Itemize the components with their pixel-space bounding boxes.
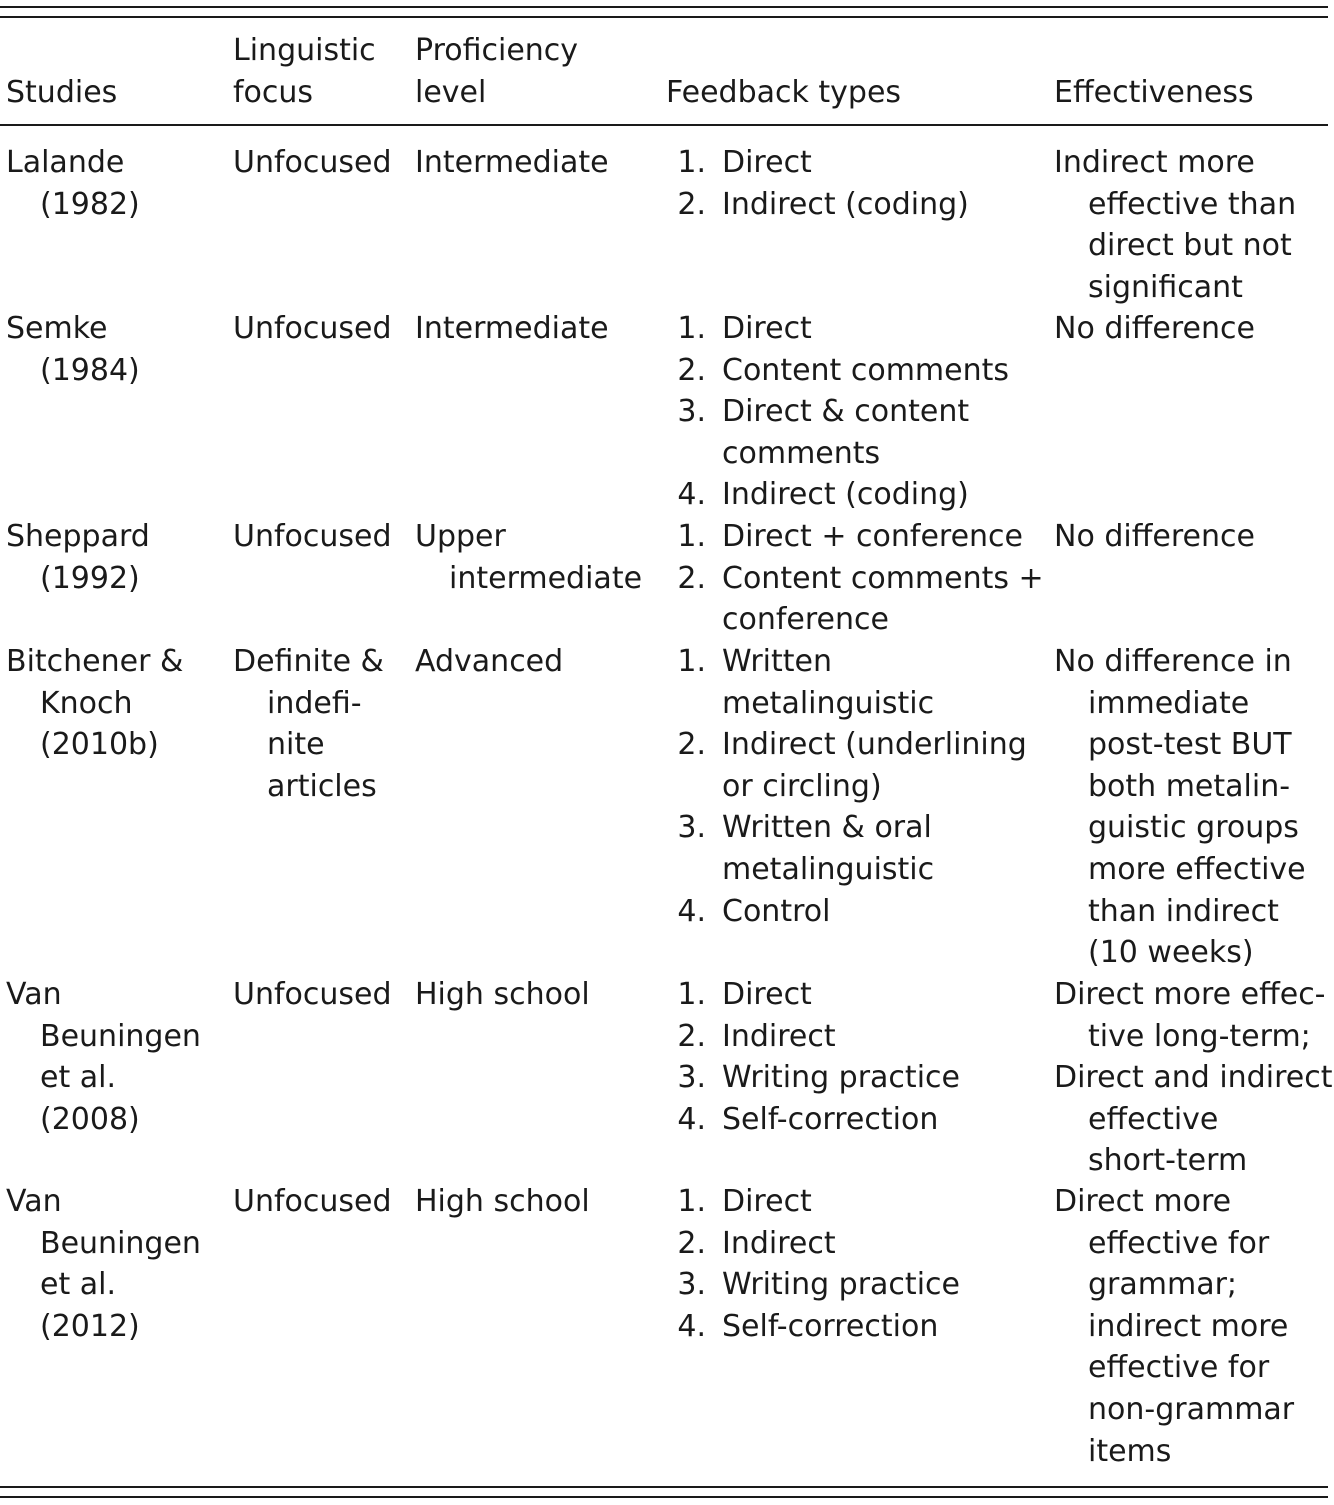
cell-study: (1984) <box>40 352 140 388</box>
cell-effectiveness: direct but not <box>1088 228 1292 264</box>
cell-effectiveness: (10 weeks) <box>1088 935 1254 971</box>
feedback-item-number: 3. <box>677 394 706 430</box>
cell-linguistic-focus: Definite & <box>233 644 384 679</box>
cell-proficiency-level: High school <box>415 1184 590 1219</box>
feedback-item-number: 1. <box>677 1184 706 1219</box>
cell-linguistic-focus: Unfocused <box>233 311 392 346</box>
cell-effectiveness: effective for <box>1088 1350 1270 1386</box>
feedback-item-text: Self-correction <box>722 1101 939 1137</box>
cell-linguistic-focus: Unfocused <box>233 145 392 180</box>
header-proficiency-level: level <box>415 74 487 110</box>
cell-linguistic-focus: indefi- <box>267 685 362 721</box>
feedback-item-number: 1. <box>677 145 706 180</box>
feedback-item-text: Writing practice <box>722 1267 960 1303</box>
cell-proficiency-level: Advanced <box>415 644 564 679</box>
feedback-item-text: Direct <box>722 145 812 180</box>
feedback-item-text: Indirect <box>722 1225 836 1261</box>
cell-study: (2008) <box>40 1101 140 1137</box>
feedback-item-text: Indirect <box>722 1018 836 1054</box>
feedback-item-number: 3. <box>677 1267 706 1303</box>
cell-study: (2010b) <box>40 727 159 763</box>
cell-proficiency-level: Intermediate <box>415 311 609 346</box>
header-effectiveness: Effectiveness <box>1054 74 1254 110</box>
cell-study: et al. <box>40 1060 117 1096</box>
cell-study: Semke <box>6 311 108 346</box>
header-rule <box>0 124 1328 126</box>
cell-study: (1992) <box>40 560 140 596</box>
feedback-item-number: 3. <box>677 1060 706 1096</box>
feedback-item-number: 4. <box>677 893 706 929</box>
feedback-item-number: 1. <box>677 977 706 1012</box>
top-rule-1 <box>0 6 1328 8</box>
feedback-item-text: Indirect (underlining <box>722 727 1027 763</box>
feedback-item-text: Indirect (coding) <box>722 477 969 513</box>
feedback-item-number: 2. <box>677 727 706 763</box>
bottom-rule-2 <box>0 1496 1328 1498</box>
cell-effectiveness: significant <box>1088 269 1243 305</box>
cell-proficiency-level: High school <box>415 977 590 1012</box>
cell-linguistic-focus: Unfocused <box>233 977 392 1012</box>
feedback-item-number: 4. <box>677 477 706 513</box>
feedback-item-number: 1. <box>677 644 706 679</box>
feedback-item-number: 3. <box>677 810 706 846</box>
feedback-item-number: 2. <box>677 1018 706 1054</box>
feedback-item-number: 2. <box>677 560 706 596</box>
cell-study: Van <box>6 977 62 1012</box>
cell-study: Bitchener & <box>6 644 184 679</box>
feedback-item-text: Writing practice <box>722 1060 960 1096</box>
feedback-item-text: Direct + conference <box>722 519 1024 554</box>
cell-linguistic-focus: Unfocused <box>233 1184 392 1219</box>
cell-effectiveness: post-test BUT <box>1088 727 1292 763</box>
cell-linguistic-focus: nite <box>267 727 325 763</box>
cell-effectiveness: more effective <box>1088 852 1306 887</box>
cell-study: Beuningen <box>40 1225 201 1261</box>
cell-effectiveness: effective for <box>1088 1225 1270 1261</box>
feedback-item-number: 2. <box>677 352 706 388</box>
cell-linguistic-focus: Unfocused <box>233 519 392 554</box>
cell-study: (1982) <box>40 186 140 222</box>
cell-effectiveness: No difference <box>1054 311 1255 346</box>
feedback-item-number: 2. <box>677 1225 706 1261</box>
cell-effectiveness: both metalin- <box>1088 768 1291 804</box>
feedback-item-text: Written <box>722 644 832 679</box>
cell-study: Lalande <box>6 145 125 180</box>
cell-study: (2012) <box>40 1308 140 1344</box>
cell-study: Knoch <box>40 685 133 721</box>
feedback-item-number: 4. <box>677 1101 706 1137</box>
feedback-item-text: Direct <box>722 977 812 1012</box>
cell-study: Van <box>6 1184 62 1219</box>
cell-effectiveness: non-grammar <box>1088 1392 1295 1427</box>
feedback-item-number: 2. <box>677 186 706 222</box>
feedback-item-text: Direct & content <box>722 394 970 430</box>
cell-effectiveness: immediate <box>1088 685 1250 721</box>
cell-effectiveness: items <box>1088 1433 1172 1469</box>
cell-effectiveness: than indirect <box>1088 893 1279 929</box>
cell-study: et al. <box>40 1267 117 1303</box>
feedback-item-text: Self-correction <box>722 1308 939 1344</box>
feedback-item-number: 1. <box>677 519 706 554</box>
header-linguistic-focus: Linguistic <box>233 33 376 68</box>
cell-effectiveness: guistic groups <box>1088 810 1299 846</box>
feedback-item-number: 1. <box>677 311 706 346</box>
cell-study: Sheppard <box>6 519 150 554</box>
feedback-item-text: Control <box>722 893 831 929</box>
cell-effectiveness: Direct and indirect <box>1054 1060 1333 1096</box>
header-feedback-types: Feedback types <box>666 74 902 110</box>
cell-effectiveness: Direct more <box>1054 1184 1232 1219</box>
cell-proficiency-level: Intermediate <box>415 145 609 180</box>
feedback-item-number: 4. <box>677 1308 706 1344</box>
feedback-item-text: or circling) <box>722 768 882 804</box>
feedback-item-text: Written & oral <box>722 810 932 846</box>
cell-proficiency-level: intermediate <box>449 560 643 596</box>
feedback-item-text: metalinguistic <box>722 685 935 721</box>
cell-effectiveness: effective <box>1088 1101 1219 1137</box>
cell-proficiency-level: Upper <box>415 519 506 554</box>
cell-effectiveness: No difference in <box>1054 644 1292 679</box>
cell-effectiveness: tive long-term; <box>1088 1018 1311 1054</box>
header-proficiency-level: Proficiency <box>415 33 579 68</box>
feedback-item-text: metalinguistic <box>722 851 935 887</box>
cell-effectiveness: indirect more <box>1088 1308 1289 1344</box>
top-rule-2 <box>0 16 1328 18</box>
feedback-item-text: Content comments + <box>722 560 1044 596</box>
cell-effectiveness: effective than <box>1088 186 1297 222</box>
feedback-item-text: Content comments <box>722 352 1010 388</box>
cell-effectiveness: Indirect more <box>1054 145 1255 180</box>
cell-linguistic-focus: articles <box>267 768 377 804</box>
feedback-item-text: Direct <box>722 1184 812 1219</box>
feedback-item-text: Direct <box>722 311 812 346</box>
bottom-rule-1 <box>0 1486 1328 1488</box>
feedback-item-text: conference <box>722 602 889 638</box>
feedback-item-text: comments <box>722 435 881 471</box>
cell-effectiveness: Direct more effec- <box>1054 977 1326 1012</box>
header-studies: Studies <box>6 74 118 110</box>
cell-effectiveness: grammar; <box>1088 1267 1238 1303</box>
cell-effectiveness: No difference <box>1054 519 1255 554</box>
header-linguistic-focus: focus <box>233 74 314 110</box>
feedback-item-text: Indirect (coding) <box>722 186 969 222</box>
cell-study: Beuningen <box>40 1018 201 1054</box>
cell-effectiveness: short-term <box>1088 1143 1248 1179</box>
